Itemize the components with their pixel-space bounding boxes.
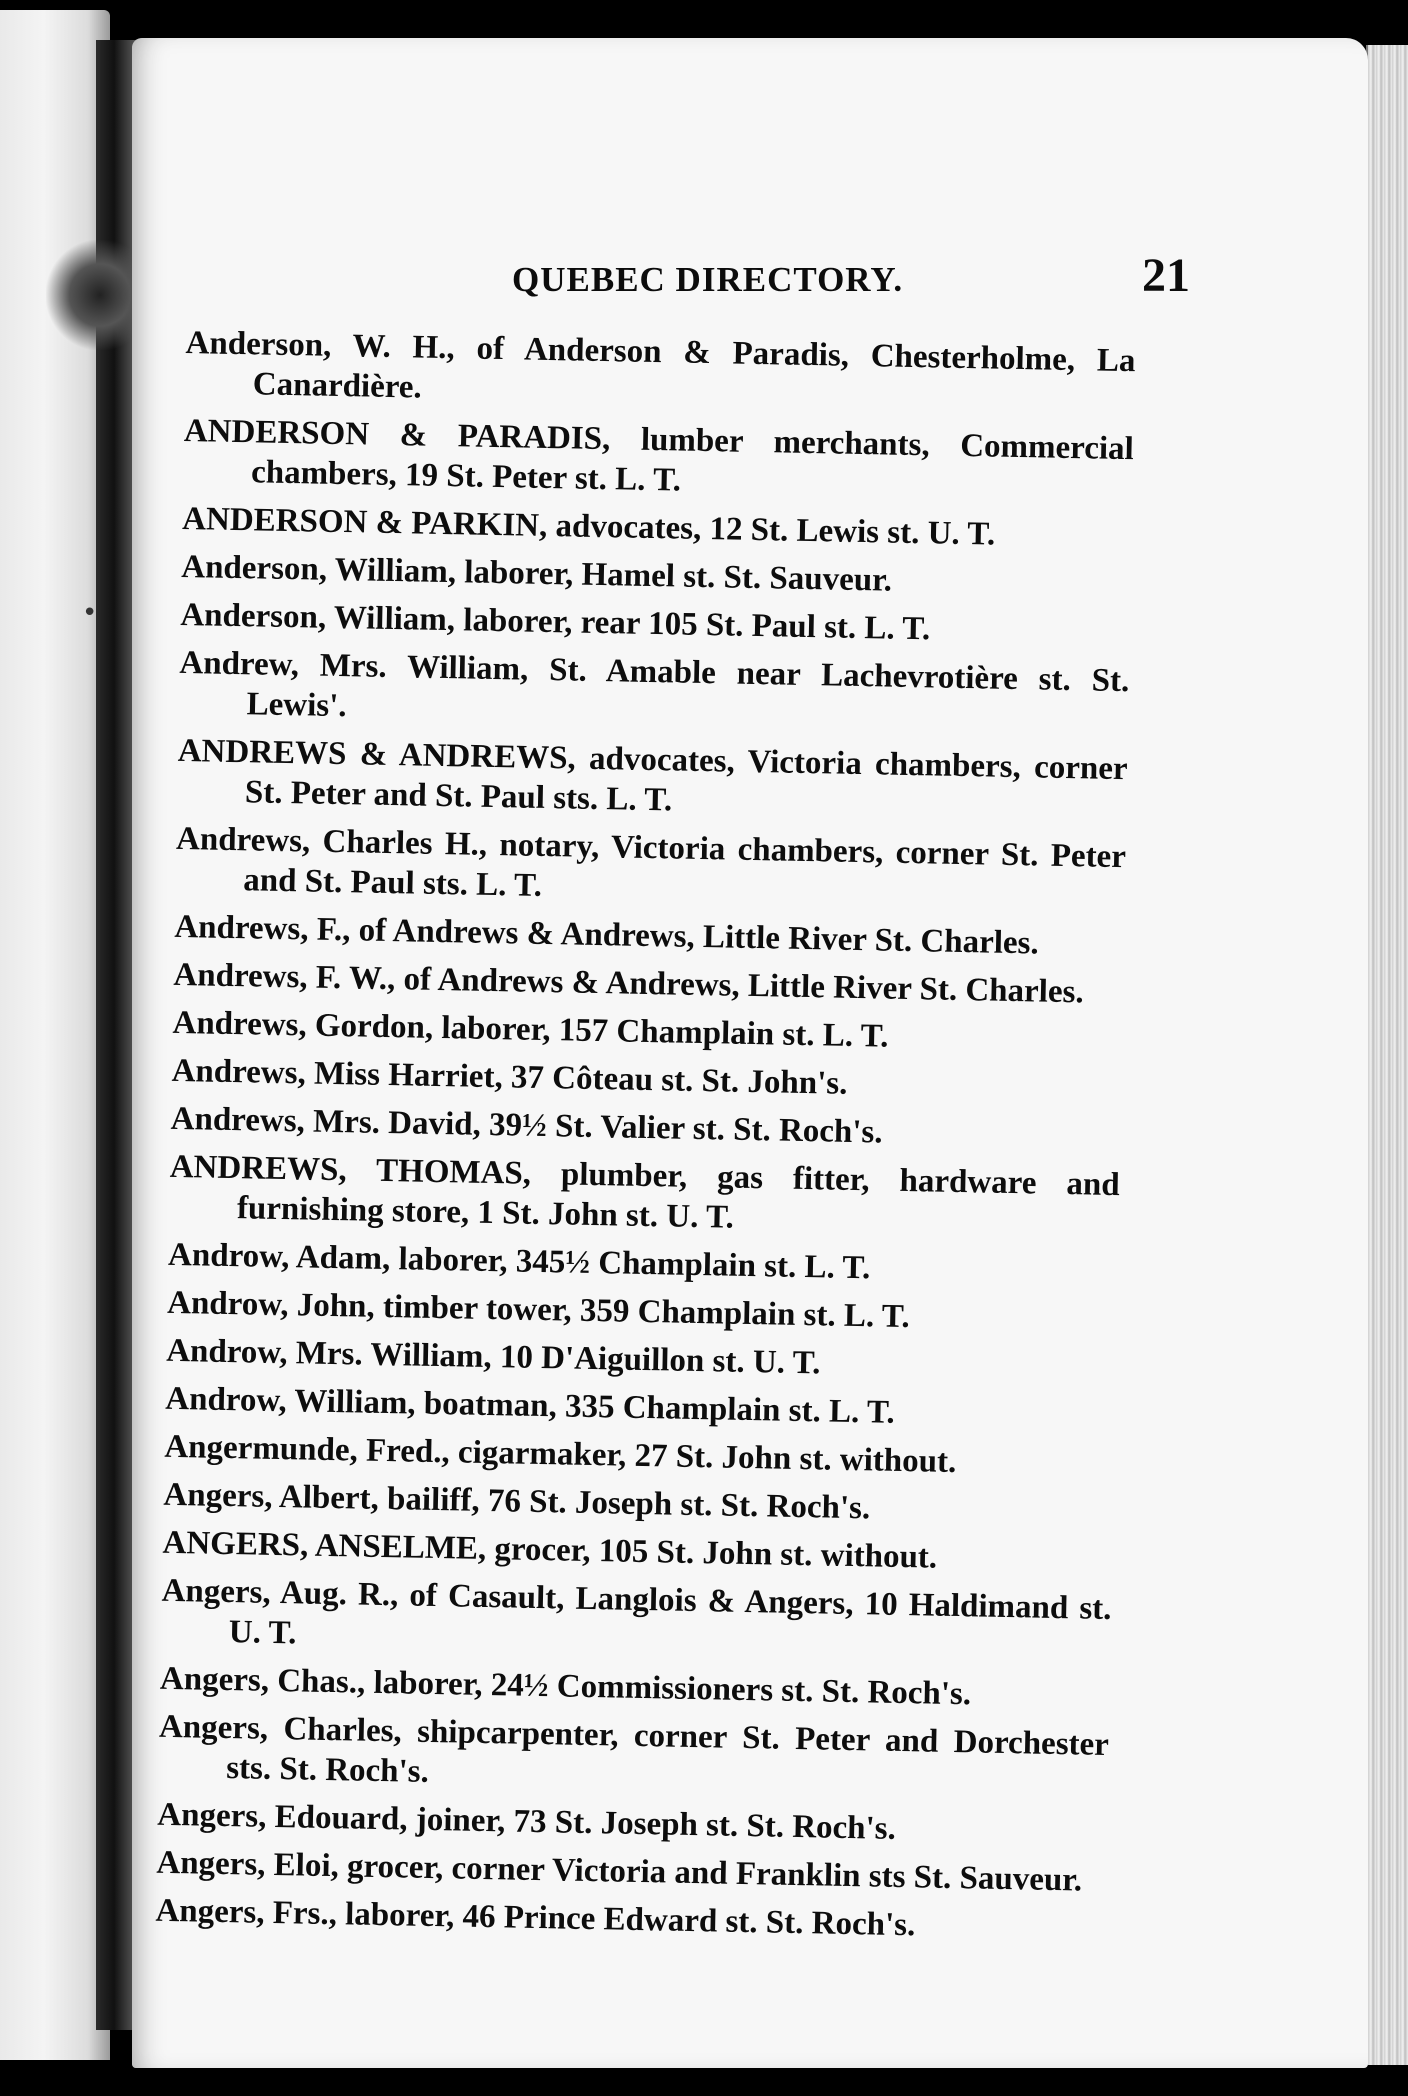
directory-entries: [155, 323, 1136, 1957]
directory-entry: ANDERSON & PARKIN, advocates, 12 St. Lewis st. U. T.: [181, 500, 996, 553]
directory-entry: Angers, Edouard, joiner, 73 St. Joseph st. St. Roch's.: [157, 1796, 897, 1847]
directory-entry: Angermunde, Fred., cigarmaker, 27 St. John st. without.: [164, 1428, 957, 1480]
directory-entry: Andrews, Charles H., notary, Victoria chambers, corner St. Peter and St. Paul sts. L. T.: [175, 820, 1127, 904]
directory-entry: Angers, Frs., laborer, 46 Prince Edward st. St. Roch's.: [155, 1892, 916, 1944]
directory-page: [132, 38, 1368, 2068]
page-number: 21: [1142, 249, 1190, 302]
right-page-edges: [1366, 45, 1408, 2065]
directory-entry: Androw, Adam, laborer, 345½ Champlain st. L. T.: [167, 1236, 871, 1287]
directory-entry: ANDREWS & ANDREWS, advocates, Victoria chambers, corner St. Peter and St. Paul sts. L. T.: [177, 732, 1128, 819]
directory-entry: Andrews, F. W., of Andrews & Andrews, Little River St. Charles.: [173, 956, 1084, 1011]
directory-entry: Angers, Aug. R., of Casault, Langlois & Angers, 10 Haldimand st. U. T.: [161, 1572, 1112, 1652]
directory-entry: Androw, William, boatman, 335 Champlain st. L. T.: [164, 1380, 896, 1431]
directory-entry: Androw, Mrs. William, 10 D'Aiguillon st. U. T.: [165, 1332, 821, 1382]
directory-entry: ANDREWS, THOMAS, plumber, gas fitter, hardware and furnishing store, 1 St. John st. U. T.: [169, 1148, 1120, 1236]
directory-entry: Angers, Chas., laborer, 24½ Commissioners st. St. Roch's.: [159, 1660, 972, 1713]
directory-entry: Angers, Albert, bailiff, 76 St. Joseph st. St. Roch's.: [163, 1476, 871, 1527]
page-header: [132, 248, 1368, 308]
running-head: QUEBEC DIRECTORY.: [512, 260, 904, 299]
directory-entry: Anderson, W. H., of Anderson & Paradis, Chesterholme, La Canardière.: [185, 324, 1136, 406]
directory-entry: Angers, Eloi, grocer, corner Victoria and Franklin sts St. Sauveur.: [156, 1844, 1083, 1899]
directory-entry: Anderson, William, laborer, Hamel st. St. Sauveur.: [180, 548, 893, 599]
gutter-shadow: [46, 240, 136, 350]
directory-entry: Androw, John, timber tower, 359 Champlain st. L. T.: [166, 1284, 911, 1336]
directory-entry: Andrews, Gordon, laborer, 157 Champlain st. L. T.: [172, 1004, 889, 1055]
margin-speck-mark: •: [82, 598, 98, 628]
directory-entry: Angers, Charles, shipcarpenter, corner St. Peter and Dorchester sts. St. Roch's.: [158, 1708, 1110, 1790]
directory-entry: Anderson, William, laborer, rear 105 St. Paul st. L. T.: [180, 596, 931, 648]
directory-entry: Andrew, Mrs. William, St. Amable near Lachevrotière st. St. Lewis'.: [179, 644, 1130, 725]
directory-entry: ANDERSON & PARADIS, lumber merchants, Commercial chambers, 19 St. Peter st. L. T.: [183, 412, 1135, 499]
directory-entry: Andrews, Mrs. David, 39½ St. Valier st. St. Roch's.: [170, 1100, 883, 1151]
directory-entry: ANGERS, ANSELME, grocer, 105 St. John st. without.: [162, 1524, 938, 1576]
directory-entry: Andrews, Miss Harriet, 37 Côteau st. St. John's.: [171, 1052, 848, 1102]
directory-entry: Andrews, F., of Andrews & Andrews, Little River St. Charles.: [174, 908, 1040, 962]
